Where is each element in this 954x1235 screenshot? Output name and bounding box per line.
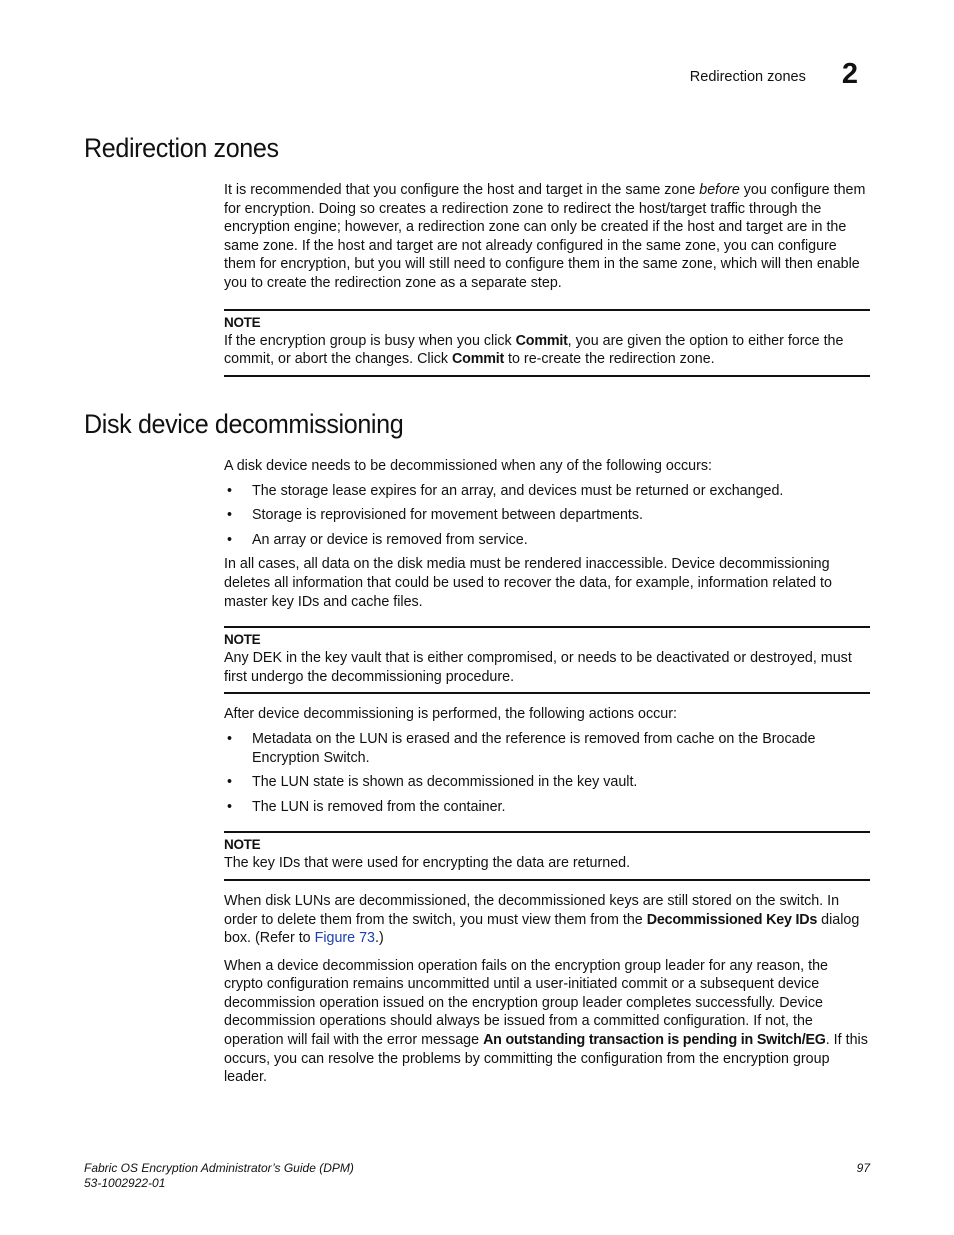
note-box [224,626,870,694]
paragraph: A disk device needs to be decommissioned when any of the following occurs: [224,458,712,474]
running-header [690,58,858,91]
page-footer [84,1161,870,1191]
heading-disk-device-decommissioning: Disk device decommissioning [84,409,404,439]
list-item: • An array or device is removed from service. [224,531,870,550]
ui-term-decommissioned-key-ids: Decommissioned Key IDs [646,911,818,928]
paragraph: When a device decommission operation fails on the encryption group leader for any reason, the crypto configuration remains uncommitted until a user-initiated commit or a subsequent device decommission operation issued on the encryption group leader completes successfully. Device decommission operations should always be issued from a committed configuration. If not, the operation will fail with the error message An outstanding transaction is pending in Switch/EG. If this occurs, you can resolve the problems by committing the configuration from the encryption group leader. [224,957,868,1086]
ui-term-commit: Commit [452,351,505,368]
chapter-number: 2 [841,58,858,90]
paragraph: In all cases, all data on the disk media must be rendered inaccessible. Device decommissioning deletes all information that could be used to recover the data, for example, information related to master key IDs and cache files. [224,556,832,610]
list-item: • Storage is reprovisioned for movement between departments. [224,506,870,525]
note-box [224,831,870,881]
list-item: • Metadata on the LUN is erased and the reference is removed from cache on the Brocade Encryption Switch. [224,730,870,767]
paragraph: When disk LUNs are decommissioned, the decommissioned keys are still stored on the switch. In order to delete them from the switch, you must view them from the Decommissioned Key IDs dialog box. (Refer to Figure 73.) [224,892,860,947]
list-item: • The LUN state is shown as decommissioned in the key vault. [224,773,870,792]
note-label: NOTE [224,632,261,648]
note-label: NOTE [224,837,261,853]
paragraph: It is recommended that you configure the host and target in the same zone before you configure them for encryption. Doing so creates a redirection zone to redirect the host/target traffic through the encryption engine; however, a redirection zone can only be created if the host and target are in the same zone. If the host and target are not already configured in the same zone, you can configure them for encryption, but you will still need to configure them in the same zone, which will then enable you to create the redirection zone as a separate step. [224,182,866,291]
list-item: • The LUN is removed from the container. [224,798,870,817]
ui-term-error-message: An outstanding transaction is pending in Switch/EG [483,1032,826,1049]
note-text: If the encryption group is busy when you click Commit, you are given the option to either force the commit, or abort the changes. Click Commit to re-create the redirection zone. [224,332,844,368]
list-item: • The storage lease expires for an array, and devices must be returned or exchanged. [224,482,870,501]
ui-term-commit: Commit [515,332,568,349]
section-decommissioning-body [224,457,870,1087]
emphasis: before [699,182,740,198]
note-box [224,309,870,377]
footer-doc-number: 53-1002922-01 [84,1176,166,1190]
running-header-section: Redirection zones [689,68,806,85]
section-redirection-zones-body [224,181,870,377]
heading-redirection-zones: Redirection zones [84,133,279,163]
note-text: Any DEK in the key vault that is either compromised, or needs to be deactivated or destroyed, must first undergo the decommissioning procedure. [224,650,852,685]
footer-doc-title: Fabric OS Encryption Administrator’s Guide (DPM) [84,1161,354,1175]
bullet-list [224,730,870,816]
figure-link[interactable]: Figure 73 [314,930,375,947]
note-text: The key IDs that were used for encrypting the data are returned. [224,855,631,872]
paragraph: After device decommissioning is performed, the following actions occur: [224,706,677,723]
note-label: NOTE [224,314,261,330]
page-number: 97 [856,1161,870,1175]
bullet-list [224,482,870,550]
